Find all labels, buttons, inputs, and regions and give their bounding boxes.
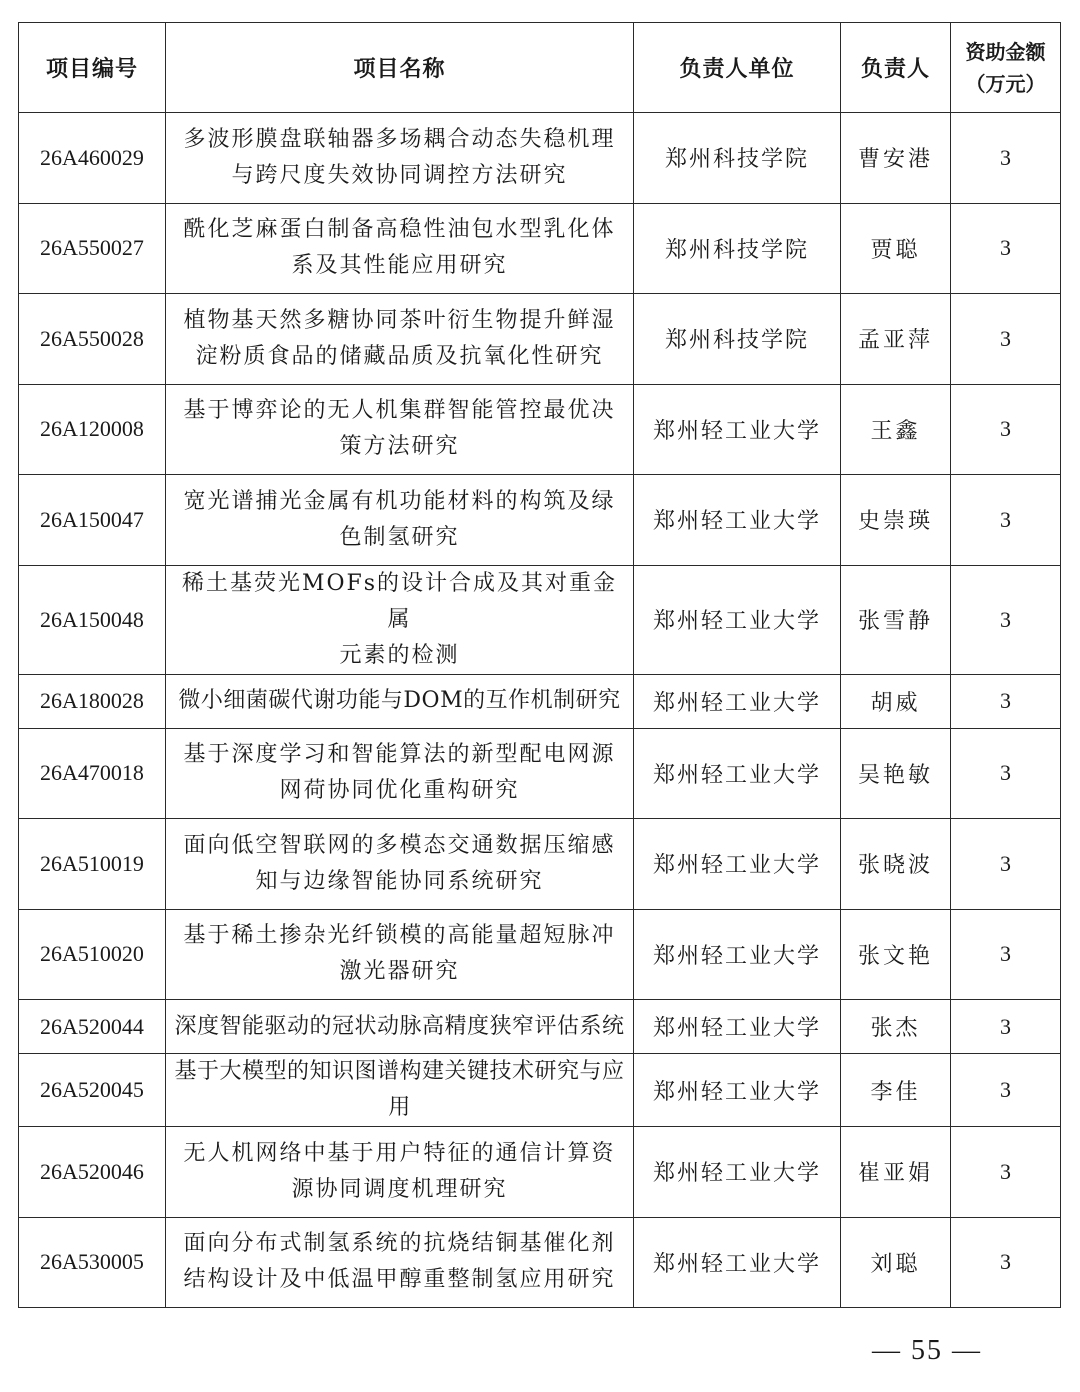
funding-amount-cell: 3 [951,475,1061,566]
project-code-cell: 26A120008 [19,384,166,475]
responsible-person-cell: 刘聪 [841,1217,951,1308]
responsible-unit-cell: 郑州轻工业大学 [634,674,841,728]
funding-amount-cell: 3 [951,384,1061,475]
grant-table [18,22,1061,1308]
project-name-line2: 淀粉质食品的储藏品质及抗氧化性研究 [195,343,604,369]
table-row [19,1000,1061,1054]
responsible-person-cell: 张文艳 [841,909,951,1000]
funding-amount-cell: 3 [951,1000,1061,1054]
funding-amount-cell: 3 [951,728,1061,819]
table-row [19,728,1061,819]
project-code-cell: 26A520046 [19,1127,166,1218]
table-row [19,909,1061,1000]
project-name-cell [166,819,634,910]
header-project-name: 项目名称 [166,23,634,113]
table-row [19,294,1061,385]
table-row [19,819,1061,910]
project-code-cell: 26A520045 [19,1054,166,1127]
funding-amount-cell: 3 [951,203,1061,294]
project-name-line1: 稀土基荧光MOFs的设计合成及其对重金属 [181,570,618,632]
project-name-line1: 宽光谱捕光金属有机功能材料的构筑及绿 [183,488,616,514]
responsible-unit-cell: 郑州轻工业大学 [634,1217,841,1308]
project-name-line2: 知与边缘智能协同系统研究 [255,868,544,894]
funding-amount-cell: 3 [951,1054,1061,1127]
project-name-line1: 植物基天然多糖协同茶叶衍生物提升鲜湿 [183,307,616,333]
responsible-unit-cell: 郑州轻工业大学 [634,1127,841,1218]
header-responsible-unit: 负责人单位 [634,23,841,113]
project-name-line2: 与跨尺度失效协同调控方法研究 [231,162,568,188]
responsible-unit-cell: 郑州轻工业大学 [634,565,841,674]
funding-amount-cell: 3 [951,1217,1061,1308]
responsible-person-cell: 王鑫 [841,384,951,475]
responsible-unit-cell: 郑州轻工业大学 [634,384,841,475]
responsible-person-cell: 贾聪 [841,203,951,294]
funding-amount-cell: 3 [951,294,1061,385]
project-name-cell [166,1000,634,1054]
project-name-cell [166,1217,634,1308]
responsible-person-cell: 张雪静 [841,565,951,674]
project-name-line2: 网荷协同优化重构研究 [279,778,520,804]
project-name-cell [166,113,634,204]
header-responsible-person: 负责人 [841,23,951,113]
table-row [19,203,1061,294]
project-name-cell [166,294,634,385]
project-code-cell: 26A550027 [19,203,166,294]
funding-amount-cell: 3 [951,819,1061,910]
project-name-line1: 微小细菌碳代谢功能与DOM的互作机制研究 [178,688,621,713]
table-row [19,384,1061,475]
project-name-cell [166,203,634,294]
project-name-line2: 系及其性能应用研究 [291,253,508,279]
project-name-cell [166,475,634,566]
header-project-code: 项目编号 [19,23,166,113]
responsible-person-cell: 吴艳敏 [841,728,951,819]
project-code-cell: 26A550028 [19,294,166,385]
responsible-person-cell: 张杰 [841,1000,951,1054]
project-name-line1: 面向低空智联网的多模态交通数据压缩感 [183,832,616,858]
responsible-person-cell: 胡威 [841,674,951,728]
funding-amount-cell: 3 [951,565,1061,674]
project-name-line1: 基于稀土掺杂光纤锁模的高能量超短脉冲 [183,923,616,949]
header-funding-amount-line2: （万元） [965,71,1046,96]
responsible-person-cell: 曹安港 [841,113,951,204]
project-name-line2: 策方法研究 [339,434,460,460]
project-name-line2: 元素的检测 [339,642,460,668]
project-code-cell: 26A460029 [19,113,166,204]
project-name-line2: 源协同调度机理研究 [291,1176,508,1202]
project-name-line2: 激光器研究 [339,959,460,985]
responsible-unit-cell: 郑州轻工业大学 [634,475,841,566]
project-name-cell [166,565,634,674]
responsible-person-cell: 张晓波 [841,819,951,910]
responsible-unit-cell: 郑州科技学院 [634,203,841,294]
table-row [19,565,1061,674]
table-row [19,674,1061,728]
project-name-line1: 无人机网络中基于用户特征的通信计算资 [183,1140,616,1166]
project-name-line1: 面向分布式制氢系统的抗烧结铜基催化剂 [183,1231,616,1257]
responsible-unit-cell: 郑州科技学院 [634,294,841,385]
project-code-cell: 26A520044 [19,1000,166,1054]
responsible-unit-cell: 郑州轻工业大学 [634,819,841,910]
project-name-cell [166,728,634,819]
project-name-line1: 多波形膜盘联轴器多场耦合动态失稳机理 [183,126,616,152]
project-code-cell: 26A510019 [19,819,166,910]
responsible-person-cell: 孟亚萍 [841,294,951,385]
project-name-cell [166,674,634,728]
table-row [19,1217,1061,1308]
funding-amount-cell: 3 [951,113,1061,204]
responsible-unit-cell: 郑州轻工业大学 [634,1054,841,1127]
project-code-cell: 26A150047 [19,475,166,566]
header-funding-amount-line1: 资助金额 [965,39,1046,64]
responsible-person-cell: 史崇瑛 [841,475,951,566]
funding-amount-cell: 3 [951,674,1061,728]
responsible-unit-cell: 郑州轻工业大学 [634,1000,841,1054]
table-body [19,113,1061,1308]
responsible-person-cell: 李佳 [841,1054,951,1127]
funding-amount-cell: 3 [951,909,1061,1000]
project-name-line1: 基于博弈论的无人机集群智能管控最优决 [183,398,616,424]
project-code-cell: 26A180028 [19,674,166,728]
project-name-line1: 基于深度学习和智能算法的新型配电网源 [183,742,616,768]
responsible-unit-cell: 郑州轻工业大学 [634,728,841,819]
page-number: — 55 — [872,1335,982,1366]
project-code-cell: 26A510020 [19,909,166,1000]
table-row [19,1054,1061,1127]
project-name-line2: 结构设计及中低温甲醇重整制氢应用研究 [183,1267,616,1293]
project-name-cell [166,384,634,475]
table-row [19,475,1061,566]
project-code-cell: 26A150048 [19,565,166,674]
responsible-unit-cell: 郑州科技学院 [634,113,841,204]
project-name-cell [166,1127,634,1218]
project-name-line1: 基于大模型的知识图谱构建关键技术研究与应用 [174,1059,625,1120]
project-name-line2: 色制氢研究 [339,524,460,550]
responsible-unit-cell: 郑州轻工业大学 [634,909,841,1000]
project-code-cell: 26A470018 [19,728,166,819]
project-name-line1: 酰化芝麻蛋白制备高稳性油包水型乳化体 [183,217,616,243]
responsible-person-cell: 崔亚娟 [841,1127,951,1218]
header-funding-amount [951,23,1061,113]
project-name-line1: 深度智能驱动的冠状动脉高精度狭窄评估系统 [174,1013,625,1039]
funding-amount-cell: 3 [951,1127,1061,1218]
project-code-cell: 26A530005 [19,1217,166,1308]
table-row [19,113,1061,204]
project-name-cell [166,909,634,1000]
table-row [19,1127,1061,1218]
table-header-row [19,23,1061,113]
project-name-cell [166,1054,634,1127]
